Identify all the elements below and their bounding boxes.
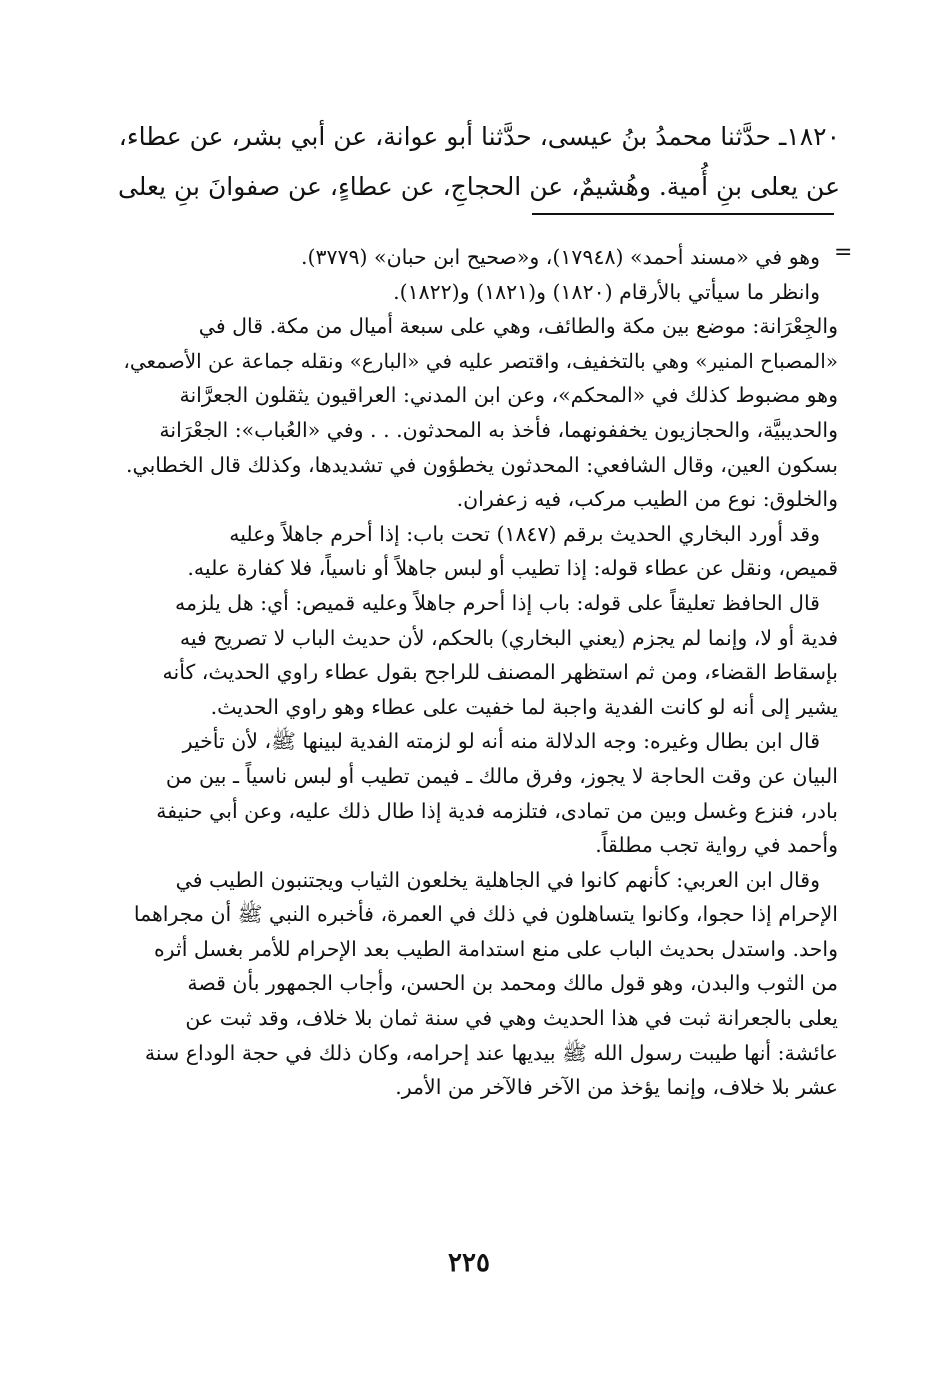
footnote-line: وهو في «مسند أحمد» (١٧٩٤٨)، و«صحيح ابن حبان» (٣٧٧٩). [300,245,820,269]
footnote-line: يعلى بالجعرانة ثبت في هذا الحديث وهي في سنة ثمان بلا خلاف، وقد ثبت عن [185,1006,838,1031]
footnote-line: قميص، ونقل عن عطاء قوله: إذا تطيب أو لبس جاهلاً أو ناسياً، فلا كفارة عليه. [187,556,838,581]
footnote-line: بإسقاط القضاء، ومن ثم استظهر المصنف للراجح بقول عطاء راوي الحديث، كأنه [162,660,838,685]
footnote-line: وانظر ما سيأتي بالأرقام (١٨٢٠) و(١٨٢١) و(١٨٢٢). [393,279,820,304]
footnote-line: وقال ابن العربي: كأنهم كانوا في الجاهلية يخلعون الثياب ويجتنبون الطيب في [175,867,820,892]
footnote-line: وأحمد في رواية تجب مطلقاً. [595,833,838,858]
footnote-line: الإحرام إذا حجوا، وكانوا يتساهلون في ذلك في العمرة، فأخبره النبي ﷺ أن مجراهما [133,902,838,927]
footnote-line: بسكون العين، وقال الشافعي: المحدثون يخطؤون في تشديدها، وكذلك قال الخطابي. [125,452,838,477]
footnote-line: من الثوب والبدن، وهو قول مالك ومحمد بن الحسن، وأجاب الجمهور بأن قصة [187,971,838,996]
footnote-line: وقد أورد البخاري الحديث برقم (١٨٤٧) تحت باب: إذا أحرم جاهلاً وعليه [229,521,820,546]
footnote-line: والخلوق: نوع من الطيب مركب، فيه زعفران. [456,487,838,512]
footnotes [112,240,838,1105]
footnote-line: عشر بلا خلاف، وإنما يؤخذ من الآخر فالآخر من الأمر. [395,1075,838,1100]
hadith-text [118,112,840,212]
footnote-continuation-mark: = [834,240,853,265]
hadith-line: عن يعلى بنِ أُمية. وهُشيمٌ، عن الحجاجِ، عن عطاءٍ، عن صفوانَ بنِ يعلى [118,172,840,201]
footnote-line: «المصباح المنير» وهي بالتخفيف، واقتصر عليه في «البارع» ونقله جماعة عن الأصمعي، [123,348,838,373]
footnote-separator [532,213,834,215]
footnote-line: البيان عن وقت الحاجة لا يجوز، وفرق مالك ـ فيمن تطيب أو لبس ناسياً ـ بين من [165,763,838,788]
footnote-line: قال ابن بطال وغيره: وجه الدلالة منه أنه لو لزمته الفدية لبينها ﷺ، لأن تأخير [182,729,820,754]
footnote-line: عائشة: أنها طيبت رسول الله ﷺ بيديها عند إحرامه، وكان ذلك في حجة الوداع سنة [144,1040,838,1065]
footnote-line: والحديبيَّة، والحجازيون يخففونهما، فأخذ به المحدثون. . . وفي «العُباب»: الجعْرَانة [159,417,838,442]
page-number: ٢٢٥ [448,1248,490,1278]
footnote-line: واحد. واستدل بحديث الباب على منع استدامة الطيب بعد الإحرام للأمر بغسل أثره [153,936,838,961]
hadith-line: ١٨٢٠ـ حدَّثنا محمدُ بنُ عيسى، حدَّثنا أبو عوانة، عن أبي بشر، عن عطاء، [118,122,840,151]
footnote-line: بادر، فنزع وغسل وبين من تمادى، فتلزمه فدية إذا طال ذلك عليه، وعن أبي حنيفة [156,798,838,823]
footnote-line: يشير إلى أنه لو كانت الفدية واجبة لما خفيت على عطاء وهو راوي الحديث. [210,694,838,719]
footnote-line: قال الحافظ تعليقاً على قوله: باب إذا أحرم جاهلاً وعليه قميص: أي: هل يلزمه [175,590,820,615]
footnote-line: والجِعْرَانة: موضع بين مكة والطائف، وهي على سبعة أميال من مكة. قال في [198,314,838,339]
footnote-line: وهو مضبوط كذلك في «المحكم»، وعن ابن المدني: العراقيون يثقلون الجعرَّانة [179,383,838,408]
footnote-line: فدية أو لا، وإنما لم يجزم (يعني البخاري) بالحكم، لأن حديث الباب لا تصريح فيه [179,625,838,650]
